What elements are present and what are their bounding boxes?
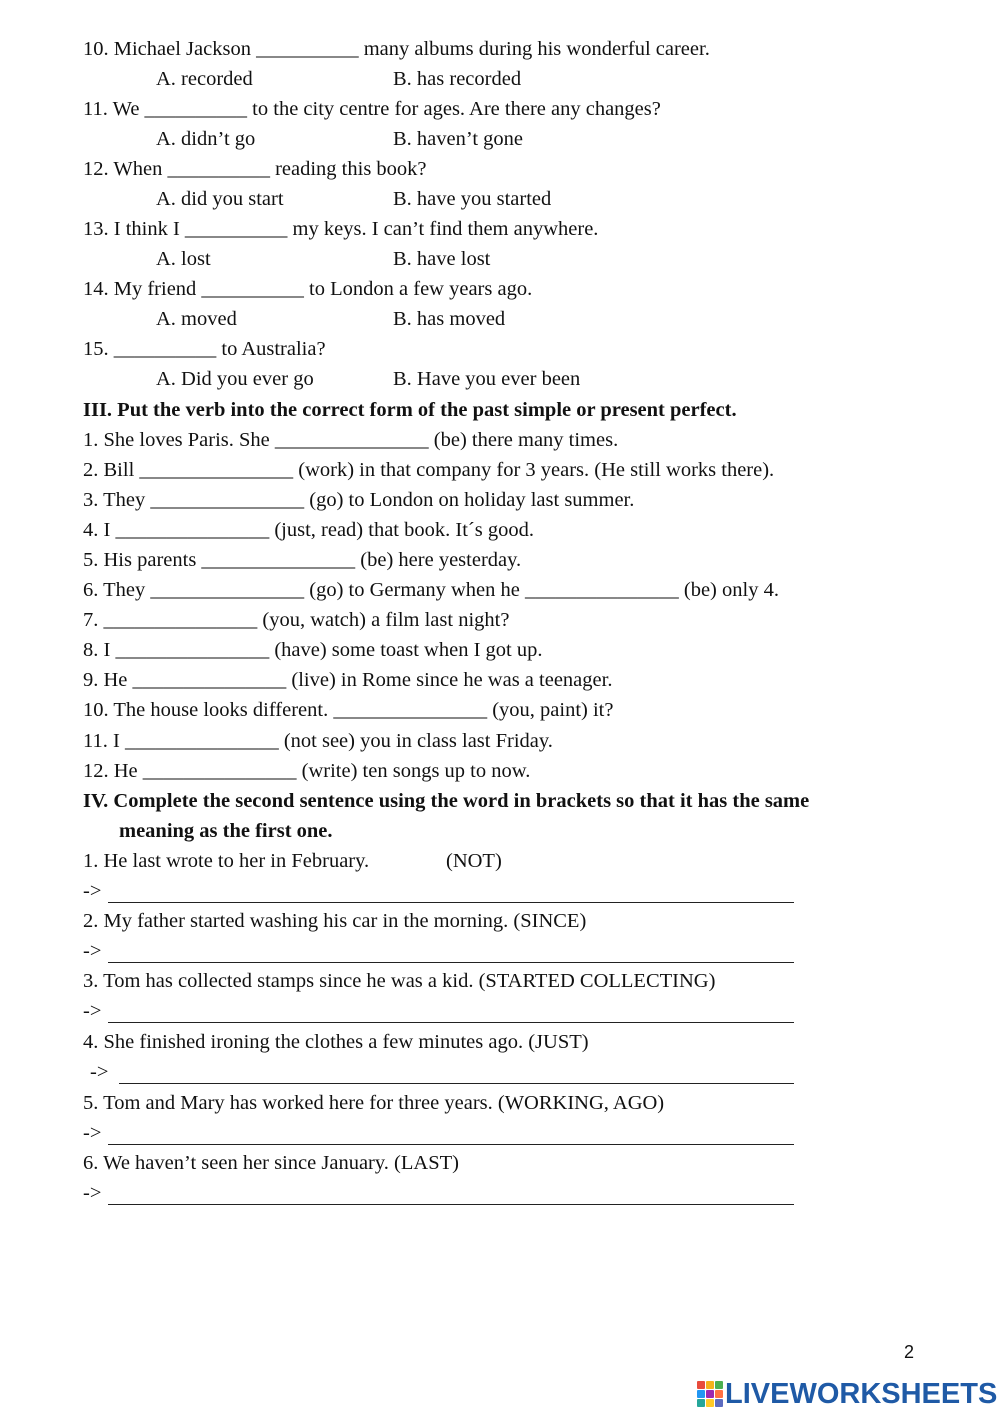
page-number: 2 [904, 1342, 915, 1362]
option-a[interactable]: A. did you start [156, 188, 284, 210]
exercise-item[interactable]: 5. His parents _______________ (be) here yesterday. [83, 549, 522, 571]
option-a[interactable]: A. moved [156, 308, 237, 330]
option-b[interactable]: B. have you started [393, 188, 552, 210]
option-a[interactable]: A. recorded [156, 68, 253, 90]
question-stem: 10. Michael Jackson __________ many albums during his wonderful career. [83, 38, 710, 60]
arrow-label: -> [83, 1182, 102, 1204]
question-stem: 11. We __________ to the city centre for ages. Are there any changes? [83, 98, 661, 120]
question-stem: 13. I think I __________ my keys. I can’t find them anywhere. [83, 218, 599, 240]
rewrite-keyword: (NOT) [446, 850, 502, 872]
question-stem: 15. __________ to Australia? [83, 338, 326, 360]
option-a[interactable]: A. lost [156, 248, 211, 270]
rewrite-sentence: 5. Tom and Mary has worked here for three years. (WORKING, AGO) [83, 1092, 665, 1114]
answer-line[interactable] [108, 902, 794, 903]
exercise-item[interactable]: 9. He _______________ (live) in Rome since he was a teenager. [83, 669, 613, 691]
rewrite-sentence: 4. She finished ironing the clothes a few minutes ago. (JUST) [83, 1031, 589, 1053]
option-b[interactable]: B. has recorded [393, 68, 522, 90]
exercise-item[interactable]: 4. I _______________ (just, read) that book. It´s good. [83, 519, 534, 541]
question-stem: 12. When __________ reading this book? [83, 158, 427, 180]
option-a[interactable]: A. Did you ever go [156, 368, 314, 390]
answer-line[interactable] [108, 1022, 794, 1023]
exercise-item[interactable]: 10. The house looks different. _______________ (you, paint) it? [83, 699, 614, 721]
answer-line[interactable] [108, 1204, 794, 1205]
exercise-item[interactable]: 3. They _______________ (go) to London on holiday last summer. [83, 489, 635, 511]
option-b[interactable]: B. has moved [393, 308, 506, 330]
exercise-item[interactable]: 12. He _______________ (write) ten songs up to now. [83, 760, 531, 782]
section-4-heading-cont: meaning as the first one. [119, 820, 333, 842]
option-b[interactable]: B. haven’t gone [393, 128, 523, 150]
rewrite-sentence: 2. My father started washing his car in the morning. (SINCE) [83, 910, 587, 932]
arrow-label: -> [83, 1122, 102, 1144]
answer-line[interactable] [108, 1144, 794, 1145]
answer-line[interactable] [108, 962, 794, 963]
section-3-heading: III. Put the verb into the correct form of the past simple or present perfect. [83, 399, 737, 421]
option-a[interactable]: A. didn’t go [156, 128, 256, 150]
arrow-label: -> [90, 1061, 109, 1083]
question-stem: 14. My friend __________ to London a few years ago. [83, 278, 533, 300]
arrow-label: -> [83, 1000, 102, 1022]
exercise-item[interactable]: 1. She loves Paris. She _______________ (be) there many times. [83, 429, 619, 451]
rewrite-sentence: 1. He last wrote to her in February. [83, 850, 370, 872]
exercise-item[interactable]: 2. Bill _______________ (work) in that company for 3 years. (He still works there). [83, 459, 775, 481]
liveworksheets-logo-icon [697, 1381, 723, 1407]
rewrite-sentence: 6. We haven’t seen her since January. (LAST) [83, 1152, 459, 1174]
liveworksheets-logo [697, 1377, 997, 1411]
brand-name: LIVEWORKSHEETS [725, 1377, 998, 1410]
exercise-item[interactable]: 7. _______________ (you, watch) a film last night? [83, 609, 510, 631]
exercise-item[interactable]: 6. They _______________ (go) to Germany when he _______________ (be) only 4. [83, 579, 779, 601]
section-4-heading: IV. Complete the second sentence using the word in brackets so that it has the same [83, 790, 810, 812]
answer-line[interactable] [119, 1083, 794, 1084]
arrow-label: -> [83, 940, 102, 962]
arrow-label: -> [83, 880, 102, 902]
option-b[interactable]: B. Have you ever been [393, 368, 581, 390]
exercise-item[interactable]: 8. I _______________ (have) some toast when I got up. [83, 639, 543, 661]
rewrite-sentence: 3. Tom has collected stamps since he was a kid. (STARTED COLLECTING) [83, 970, 716, 992]
option-b[interactable]: B. have lost [393, 248, 491, 270]
exercise-item[interactable]: 11. I _______________ (not see) you in class last Friday. [83, 730, 553, 752]
